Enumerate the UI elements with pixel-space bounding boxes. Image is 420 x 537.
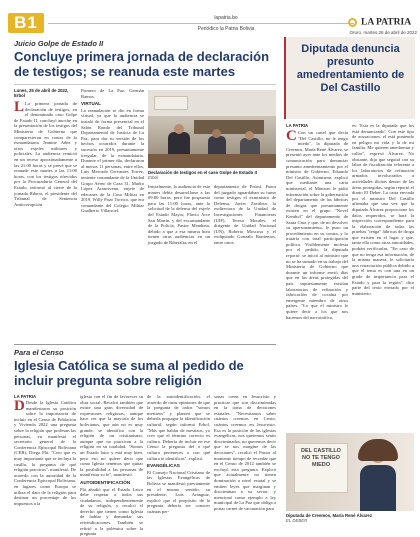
article1-col3: [148, 184, 210, 340]
dateline: Oruro, martes 26 de abril de 2022: [349, 30, 417, 35]
article2-byline: LA PATRIA: [14, 394, 37, 399]
sidebar-header: [284, 37, 415, 119]
article2-kicker: Para el Censo: [14, 348, 64, 357]
article1-byline-source: Erbol: [14, 93, 25, 98]
logo-text: LA PATRIA: [361, 17, 412, 28]
dropcap: L: [14, 99, 25, 115]
article2-col4: [214, 394, 276, 529]
article1-byline-date: Lunes, 25 de abril de 2022,: [14, 88, 69, 93]
article1-caption-text: Declaración de testigos en el caso Golpe de Estado II: [148, 170, 257, 175]
article1-photo: [148, 90, 276, 168]
article2-dropcap: D: [14, 398, 25, 414]
sidebar-col2-text: es: 'Esta es la diputada que los está denunciando'. Con este tipo de acusaciones, el está poniendo en peligro mi vida y la de mi familia. Me quieren amedrentar y callar", expresó Álvarez. No obstante, dijo que seguirá con su labor de fiscalización referente a los laboratorios de refinación armados involucrados a actividades ilícitas dentro de las áreas protegidas, según reportó el diario El Deber. La carta enviada por el ministro Del Castillo afirmaba que una vez que la diputada Álvarez proporcione los datos requeridos, se hará la inspección correspondiente para la elaboración de todas las pruebas "tenga" fábricas de droga que existen en el lugar y que, tanto ella como otras autoridades, podrán verificarlas. "En caso de que no tenga esa información, de la misma manera, le solicitaría una retractación pública debido a que el tema es con una en un grado de importancia para el Estado y para la región", dice parte del texto enviado por el ministerio.: [352, 123, 414, 296]
article1-col2: [81, 88, 144, 340]
sidebar-byline: LA PATRIA: [286, 123, 309, 128]
article2-subhead-autoidentificacion: AUTOIDENTIFICACIÓN: [80, 479, 131, 485]
article1-col1-text: La primera jornada de declaración de testigos, en el denominado caso Golpe de Estado II, concluyó anoche en la presentación de los testigos del Ministerio de Gobierno que comparecieron en contra de la exmandataria Jeanine Añez y otros exjefes militares y policiales. La audiencia reinició en un receso aproximadamente a las 21:00 horas y se prevé que se reanude este martes a las 11:00 horas, con los testigos ofrecidos por la Procuraduría General del Estado, informó al cierre de la jornada Ribera, el presidente del Tribunal de Sentencia Anticorrupción: [14, 101, 77, 207]
sidebar: [284, 37, 415, 529]
article2-subhead-evangelicas: EVANGÉLICAS: [147, 463, 180, 469]
sidebar-col1: [286, 130, 348, 430]
article1-col4: [214, 184, 276, 340]
sidebar-col2: [352, 123, 414, 430]
sign-text: DEL CASTILLO NO TE TENGO MIEDO: [301, 448, 341, 468]
article1-photo-caption: [148, 170, 276, 180]
article2-col1-text: Desde la Iglesia Católica manifestaron su posición sobre la importancia de incluir en el Censo de Población y Vivienda 2022 una pregunta sobre la religión que profesan las personas, en manifestó el secretario general de la Conferencia Episcopal Boliviana (CEB), Diego Plá. "Creo que es muy importante que se incluya la casilla, la pregunta de qué religión practicas", manifestó. De acuerdo con la autoridad de la Conferencia Episcopal Boliviana, en lugares como Europa se utiliza el dato de la religión para destinar un porcentaje de los impuestos a la: [14, 400, 76, 506]
article2-col3-text: de la autoidentificación, el acuerdo de otras opiniones de que la pregunta de todos "somos mestizos" y planteó que se debería propagar la identificación cultural, según informó Erbol. "Más que hablar de mestizos, yo creo que el término correcto es cultura. Debería de incluir en ese Censo la pregunta del a qué cultura perteneces o con qué cultura te identificas", explicó.: [147, 394, 210, 461]
article2-col1: [14, 400, 76, 529]
article2-headline[interactable]: Iglesia Católica se suma al pedido de incluir pregunta sobre religión: [14, 358, 244, 388]
sidebar-photo-caption: [286, 513, 414, 523]
site-name: Periódico la Patria Bolivia: [197, 26, 255, 32]
logo: [348, 13, 418, 27]
article1-kicker: Juicio Golpe de Estado II: [14, 39, 104, 48]
article1-col4-text: departamento de Potosí. Fuera del juzgado aguardaban su turno como testigos el exministro de Defensa, Javier Zavaleta, la exdirectora de la Unidad de Investigaciones Financieras (UIF), Teresa Morales; el dirigente de Unidad Nacional (UN), Roberto Moscoso y el exdiputado Gonzalo Barrientos, entre otros.: [214, 184, 276, 245]
sidebar-photo-credit: EL DEBER: [286, 518, 308, 523]
article1-col3-text: Inicialmente, la audiencia de este martes debía desarrollarse a las 09:00 horas, pero fue pospuesta para las 11:00 horas, ante la solicitud de la defensa del exjefe del Estado Mayor, Flavio Arce San Martín, y del excomandante de la Policía, Pastor Mendieta, debido a que a esa misma hora tienen otras audiencias en un juzgado de Riberalta, en el: [148, 184, 210, 245]
article2-col3b-text: El Consejo Nacional Cristiano de las Iglesias Evangélicas de Bolivia se manifestó previamente en el mismo sentido, su presidente, Luis Aranguiz, explicó que el propósito de la pregunta debería ser conocer cuántas per-: [147, 469, 210, 514]
article1-col2b-text: La reanudación se dio en forma virtual, ya que la audiencia se instaló de forma presencial en el Salón Rondo del Tribunal Departamental de Justicia de La Paz, para dar su versión de los hechos ocurridos durante la sucesión en 2019, presuntamente irregular, de la exmandataria. Durante el primer día, declararon al menos 11 personas, entre ellos, Luis Mercado Cervantes Torrez, teniente comandante de la Unidad Grupo Aéreo de Caza 31, Marko López Aranciveno, enjefe de edecanes de la Casa Militar en 2019, Willy Pozo Torrico, que era comandante del Colegio Militar Gualberto Villarroel.: [81, 107, 144, 214]
sidebar-headline[interactable]: Diputada denuncia presunto amedrentamiento de Del Castillo: [296, 43, 405, 94]
section-badge: B1: [8, 13, 44, 33]
article1-subhead-virtual: VIRTUAL: [81, 101, 101, 107]
article2-col4-text: sonas creen en Jesucristo y practicar que son discriminadas en la toma de decisiones estatales. "Necesitamos saber cuántos creemos en Cristo, cuántos creemos en Jesucristo. Esa es la posición de las iglesias evangélicas, nos queremos sentir discriminados, no queremos decir que se nos margine de las decisiones", recalcó el Pastor al momento tiempo de recordar que en el Censo de 2012 también se excluyó esta pregunta. Explicó que actualmente no tienen dominación a nivel estatal y se emiten leyes que marginan y discriminan a su sector, y mencionó como ejemplo a ley municipal de La Paz que obliga a portar carnet de vacunación para: [214, 394, 276, 511]
logo-mark-icon: [348, 18, 357, 27]
article1-col2-text: Primero de La Paz, Germán Ramos.: [81, 88, 144, 99]
article2-col2b-text: Plá añadió que el Estado Laico debe respetar a todos sus ciudadanos, independientemente de su religión, y recalcó el derecho que tienen como Iglesia de hablar y demandar sus reivindicaciones. También se refirió a la polémica sobre la pregunta: [80, 486, 143, 537]
sidebar-photo: [286, 433, 414, 511]
article1-col1: [14, 88, 77, 340]
sidebar-dropcap: C: [286, 128, 297, 144]
article1-photo-credit: Erbol: [148, 175, 159, 180]
article2-col3: [147, 394, 210, 529]
article1-rule: [14, 84, 276, 85]
site-url[interactable]: lapatria.bo: [214, 15, 238, 21]
masthead-rule: [48, 23, 354, 24]
article2-col2-text: iglesia con el fin de favorecer su obra social. Recalcó también que existe una gran diversidad de expresiones religiosas, aunque hace ver que la mayoría de los bolivianos, que aún no es muy grande, se identifica con la religión de un cristianismo, aunque que no practican a la religión en su totalidad. "Somos un Estado laico y está muy bien, pero eso no quiere decir que como Iglesia tenemos que quitar la posibilidad a las personas de manifestar su fe", manifestó.: [80, 394, 143, 478]
article2-divider: [14, 344, 276, 345]
article1-headline[interactable]: Concluye primera jornada de declaración de testigos; se reanuda este martes: [14, 49, 270, 79]
article2-col2: [80, 394, 143, 537]
sidebar-col1-text: Con un cartel que decía "Del Castillo, no le tengo miedo", la diputada de Creemos, María René Álvarez, se presentó ayer ante los medios de comunicación para denunciar presunto amedrentamiento por el ministro de Gobierno, Eduardo Del Castillo. Asimismo, explicó que mediante una carta ministerial, el Ministro le pidió información sobre la gobernación del departamento de las fábricas de drogas que presuntamente existen en el grupo "Novel Kembol" del departamento de Santa Cruz y que, de no devolver su apersonamiento, le puso un procedimiento en su contra, y lo trataría con total participación política. Visiblemente molesta por el pedido, la diputada reportó: se inició al ministro que no se ha sumado en su trabajo del Ministerio de Gobierno que durante un informe envió días que en las áreas protegidas del país supuestamente existían laboratorios de refinación y fabricación de cocaína por emergente miembro de otros países. "Lo que el ministro le quiere decir a los que nos hacemos del narcotráfico,: [286, 130, 348, 320]
sidebar-caption-text: Diputada de Creemos, María René Álvarez: [286, 513, 372, 518]
